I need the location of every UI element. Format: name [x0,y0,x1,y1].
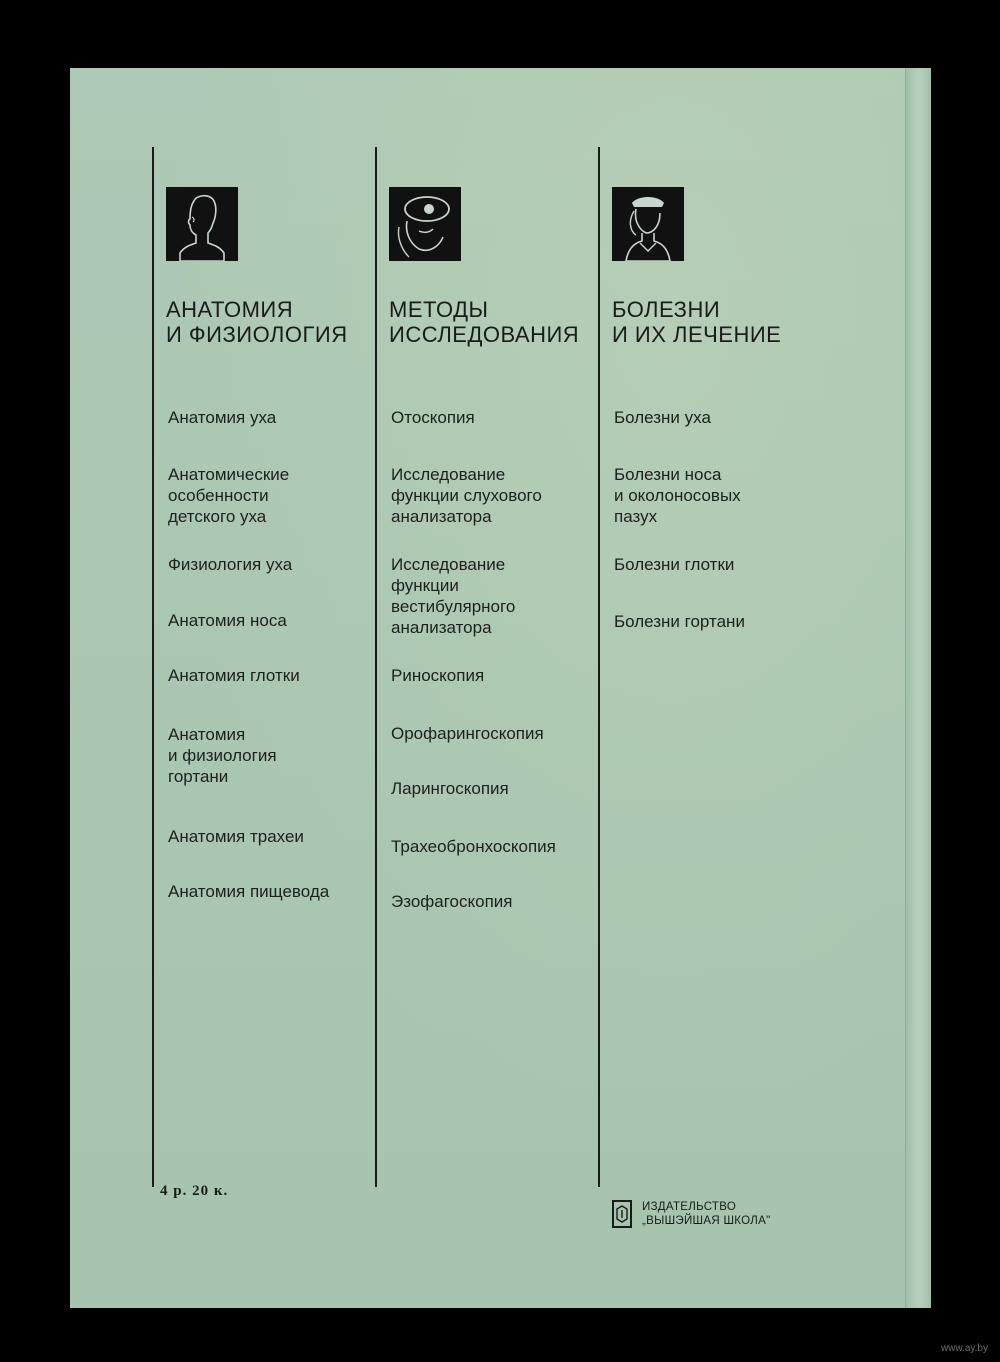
watermark: www.ay.by [940,1343,988,1354]
column-anatomy [152,147,376,1187]
list-item: Риноскопия [391,666,485,685]
list-item: Исследование функции вестибулярного анализатора [391,555,516,637]
list-item: Анатомия носа [168,611,287,630]
column-heading: АНАТОМИЯ И ФИЗИОЛОГИЯ [166,297,348,347]
nurse-portrait-icon [612,187,684,261]
list-item: Исследование функции слухового анализатора [391,465,542,526]
head-silhouette-icon [166,187,238,261]
column-heading: МЕТОДЫ ИССЛЕДОВАНИЯ [389,297,580,347]
column-methods [375,147,601,1187]
list-item: Анатомические особенности детского уха [168,465,290,526]
list-item: Анатомия и физиология гортани [168,725,277,786]
publisher-block [612,1200,771,1228]
list-item: Физиология уха [168,555,293,574]
list-item: Анатомия пищевода [168,882,330,901]
list-item: Болезни носа и околоносовых пазух [614,465,741,526]
examination-mirror-icon [389,187,461,261]
list-item: Эзофагоскопия [391,892,513,911]
list-item: Отоскопия [391,408,475,427]
list-item: Анатомия глотки [168,666,300,685]
list-item: Болезни глотки [614,555,735,574]
price-label: 4 р. 20 к. [160,1183,229,1199]
list-item: Анатомия уха [168,408,277,427]
book-spine [905,68,931,1308]
publisher-line-1: ИЗДАТЕЛЬСТВО [642,1201,737,1213]
list-item: Орофарингоскопия [391,724,544,743]
column-diseases [598,147,830,1187]
list-item: Болезни уха [614,408,711,427]
list-item: Болезни гортани [614,612,745,631]
column-heading: БОЛЕЗНИ И ИХ ЛЕЧЕНИЕ [612,297,782,347]
list-item: Трахеобронхоскопия [391,837,556,856]
publisher-logo-icon [612,1200,632,1228]
list-item: Анатомия трахеи [168,827,304,846]
list-item: Ларингоскопия [391,779,509,798]
publisher-line-2: „ВЫШЭЙШАЯ ШКОЛА" [642,1215,771,1227]
